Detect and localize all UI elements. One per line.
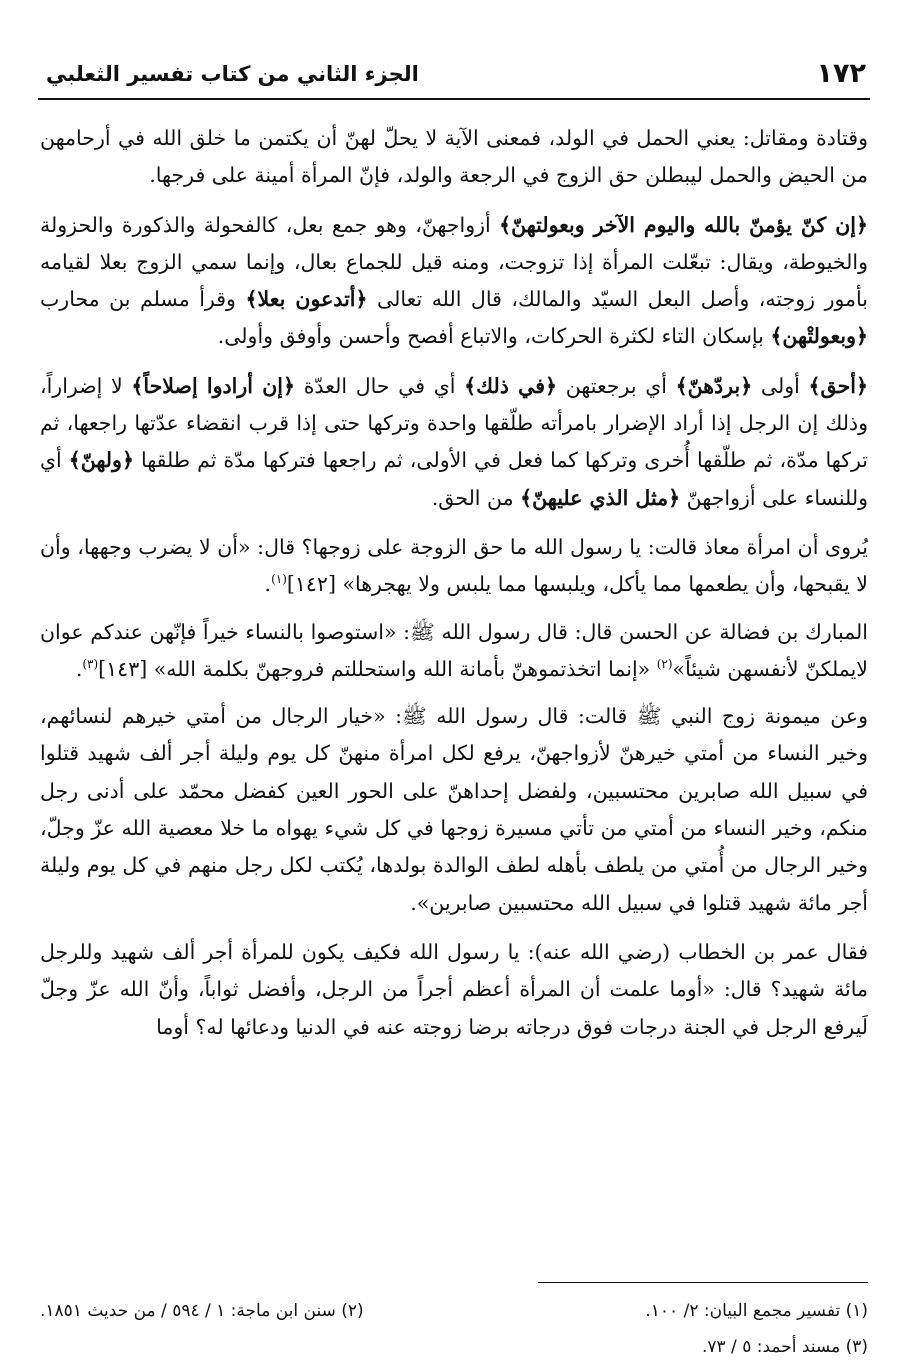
footnotes: [40, 1293, 868, 1365]
quran-phrase: ﴿إن أرادوا إصلاحاً﴾: [131, 373, 296, 398]
paragraph-6: [40, 698, 868, 922]
paragraph-5: [40, 614, 868, 689]
footnote-divider: [538, 1282, 868, 1283]
footnote-row: [40, 1329, 868, 1365]
paragraph-4-text: يُروى أن امرأة معاذ قالت: يا رسول الله ما حق الزوجة على زوجها؟ قال: «أن لا يضرب وجهها، وأن لا يقبحها، وأن يطعمها مما يأكل، ويلبسها مما يلبس ولا يهجرها» [١٤٢]: [40, 534, 868, 597]
paragraph-4-end: .: [264, 572, 272, 597]
quran-phrase: ﴿إن كنّ يؤمنّ بالله واليوم الآخر وبعولتهنّ﴾: [499, 212, 868, 237]
header-title: الجزء الثاني من كتاب تفسير الثعلبي: [46, 62, 419, 86]
footnote-3: (٣) مسند أحمد: ٥ / ٧٣.: [701, 1337, 868, 1357]
footnote-2: (٢) سنن ابن ماجة: ١ / ٥٩٤ / من حديث ١٨٥١.: [40, 1301, 364, 1321]
paragraph-3-text: لا إضراراً، وذلك إن الرجل إذا أراد الإضرار بامرأته طلّقها واحدة وتركها حتى إذا قرب انقضاء عدّتها راجعها، ثم تركها مدّة، ثم طلّقها أُخرى وتركها كما فعل في الأولى، ثم راجعها فتركها مدّة ثم طلقها: [40, 373, 868, 473]
paragraph-7: [40, 934, 868, 1046]
quran-phrase: ﴿أتدعون بعلا﴾: [245, 287, 368, 312]
footnote-ref: (٣): [82, 657, 99, 672]
paragraph-3-text: من الحق.: [431, 485, 521, 510]
main-text: [40, 120, 868, 1058]
quran-phrase: ﴿مثل الذي عليهنّ﴾: [520, 485, 681, 510]
paragraph-1: [40, 120, 868, 195]
paragraph-5-text: «إنما اتخذتموهنّ بأمانة الله واستحللتم فروجهنّ بكلمة الله» [١٤٣]: [98, 656, 657, 681]
paragraph-3-text: أولى: [752, 373, 809, 398]
paragraph-3-text: أي وللنساء على أزواجهنّ: [40, 448, 868, 510]
footnote-row: [40, 1293, 868, 1329]
footnote-1: (١) تفسير مجمع البيان: ٢/ ١٠٠.: [645, 1301, 868, 1321]
paragraph-5-text: المبارك بن فضالة عن الحسن قال: قال رسول الله ﷺ: «استوصوا بالنساء خيراً فإنّهن عندكم عوان لايملكنّ لأنفسهن شيئاً»: [40, 619, 868, 681]
paragraph-2: [40, 207, 868, 356]
footnote-ref: (١): [271, 572, 287, 587]
quran-phrase: ﴿بردّهنّ﴾: [675, 373, 753, 398]
paragraph-2-text: بإسكان التاء لكثرة الحركات، والاتباع أفصح وأحسن وأوفق وأولى.: [217, 324, 771, 349]
paragraph-4: [40, 529, 868, 604]
running-header: [38, 58, 870, 100]
paragraph-1-text: وقتادة ومقاتل: يعني الحمل في الولد، فمعنى الآية لا يحلّ لهنّ أن يكتمن ما خلق الله في أرحامهن من الحيض والحمل ليبطلن حق الزوج في الرجعة والولد، فإنّ المرأة أمينة على فرجها.: [40, 126, 868, 188]
paragraph-5-end: .: [75, 656, 83, 681]
paragraph-3-text: أي برجعتهن: [557, 373, 676, 398]
page-number: ١٧٢: [816, 58, 866, 89]
quran-phrase: ﴿ولهنّ﴾: [68, 448, 134, 473]
paragraph-3-text: أي في حال العدّة: [295, 373, 465, 398]
footnote-ref: (٢): [656, 657, 673, 672]
quran-phrase: ﴿أحق﴾: [808, 373, 868, 398]
paragraph-3: [40, 368, 868, 517]
paragraph-6-text: وعن ميمونة زوج النبي ﷺ قالت: قال رسول الله ﷺ: «خيار الرجال من أمتي خيرهم لنسائهم، وخير النساء من أمتي خيرهنّ لأزواجهنّ، يرفع لكل امرأة منهنّ كل يوم وليلة أجر ألف شهيد قتلوا في سبيل الله صابرين محتسبين، ولفضل إحداهنّ على الحور العين كفضل محمّد على أدنى رجل منكم، وخير النساء من أمتي من تأتي مسيرة زوجها في كل شيء يهواه ما خلا معصية الله عزّ وجلّ، وخير الرجال من أُمتي من يلطف بأهله لطف الوالدة بولدها، يُكتب لكل رجل منهم في كل يوم وليلة أجر مائة شهيد قتلوا في سبيل الله محتسبين صابرين».: [40, 704, 868, 915]
paragraph-2-text: وقرأ مسلم بن محارب: [40, 287, 246, 312]
quran-phrase: ﴿وبعولتْهن﴾: [770, 324, 868, 349]
paragraph-2-text: أزواجهنّ، وهو جمع بعل، كالفحولة والذكورة والحزولة والخيوطة، ويقال: تبعّلت المرأة إذا تزوجت، ومنه قيل للجماع بعال، وإنما سمي الزوج بعلا لقيامه بأمور زوجته، وأصل البعل السيّد والمالك، قال الله تعالى: [40, 212, 868, 312]
paragraph-7-text: فقال عمر بن الخطاب (رضي الله عنه): يا رسول الله فكيف يكون للمرأة أجر ألف شهيد وللرجل مائة شهيد؟ قال: «أوما علمت أن المرأة أعظم أجراً من الرجل، وأفضل ثواباً، وأنّ الله عزّ وجلّ لَيرفع الرجل في الجنة درجات فوق درجاته برضا زوجته عنه في الدنيا ودعائها له؟ أوما: [40, 939, 868, 1039]
quran-phrase: ﴿في ذلك﴾: [464, 373, 558, 398]
